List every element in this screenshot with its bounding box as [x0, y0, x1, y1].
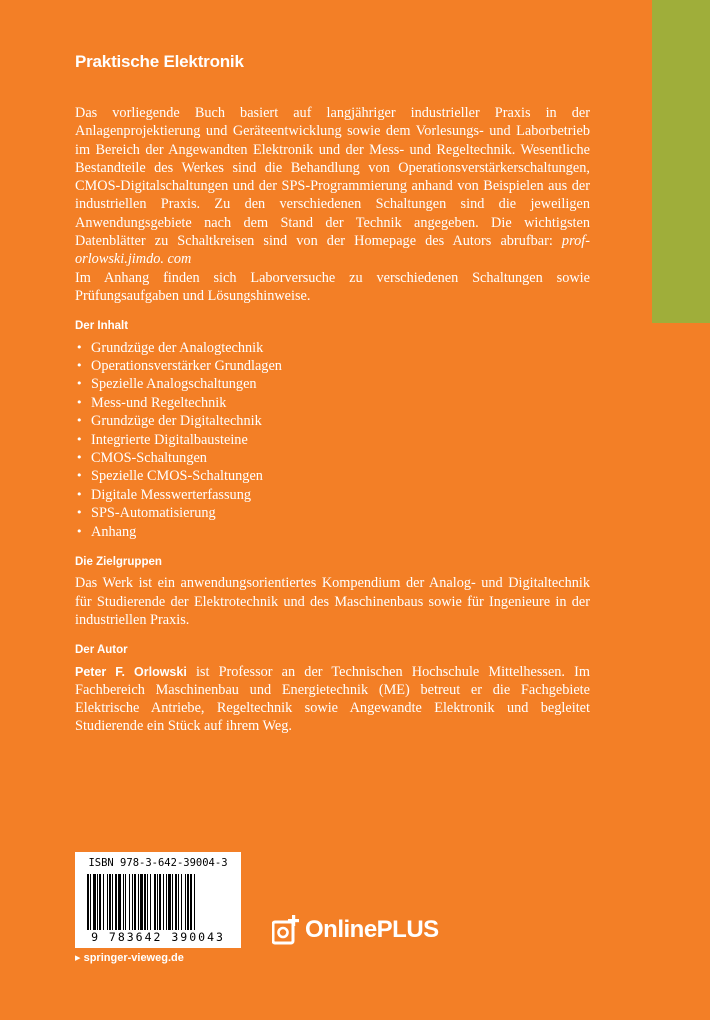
author-paragraph — [75, 663, 590, 736]
contents-list — [75, 339, 590, 541]
audience-heading: Die Zielgruppen — [75, 556, 162, 569]
appendix-paragraph: Im Anhang finden sich Laborversuche zu verschiedenen Schaltungen sowie Prüfungsaufgaben und Lösungshinweise. — [75, 269, 590, 304]
bullet-icon: • — [76, 469, 83, 483]
contents-item: • Anhang — [76, 523, 137, 540]
bullet-icon: • — [76, 506, 83, 520]
bullet-icon: • — [76, 414, 83, 428]
audience-paragraph: Das Werk ist ein anwendungsorientiertes Kompendium der Analog- und Digitaltechnik für Studierende der Elektrotechnik und des Maschinenbaus sowie für Ingenieure in der industriellen Praxis. — [75, 575, 590, 628]
bullet-icon: • — [76, 487, 83, 501]
intro-paragraph — [75, 104, 590, 269]
contents-item: • Grundzüge der Digitaltechnik — [76, 413, 262, 430]
contents-item: • CMOS-Schaltungen — [76, 450, 207, 466]
publisher-website-link[interactable] — [75, 951, 184, 964]
contents-item: • SPS-Automatisierung — [76, 505, 216, 522]
online-plus-label: OnlinePLUS — [305, 916, 439, 943]
author-name: Peter F. Orlowski — [75, 664, 187, 679]
bullet-icon: • — [76, 451, 83, 464]
author-bio: ist Professor an der Technischen Hochschule Mittelhessen. Im Fachbereich Maschinenbau und Energietechnik (ME) betreut er die Fachgebiete Elektrische Antriebe, Regeltechnik sowie Angewandte Elektronik und begleitet Studierende ein Stück auf ihrem Weg. — [75, 663, 591, 735]
online-plus-icon — [272, 915, 300, 945]
author-heading: Der Autor — [75, 644, 128, 657]
contents-item: • Spezielle CMOS-Schaltungen — [76, 468, 263, 485]
book-title: Praktische Elektronik — [75, 52, 244, 71]
bullet-icon: • — [76, 432, 83, 446]
bullet-icon: • — [76, 377, 83, 391]
contents-item: • Digitale Messwerterfassung — [76, 486, 252, 503]
arrow-right-icon: ▸ — [75, 952, 81, 964]
bullet-icon: • — [76, 524, 83, 538]
contents-heading: Der Inhalt — [75, 320, 129, 333]
online-plus-logo — [272, 915, 439, 945]
contents-item: • Integrierte Digitalbausteine — [76, 431, 248, 448]
contents-item: • Grundzüge der Analogtechnik — [76, 339, 264, 356]
contents-item: • Spezielle Analogschaltungen — [76, 376, 257, 393]
isbn-barcode — [75, 852, 241, 948]
accent-strip — [652, 0, 710, 323]
bullet-icon: • — [76, 358, 83, 372]
barcode-bars-icon — [87, 874, 235, 930]
back-cover-text — [75, 104, 590, 736]
author-homepage-url: prof-orlowski.jimdo. com — [75, 233, 590, 268]
bullet-icon: • — [76, 340, 83, 354]
contents-item: • Operationsverstärker Grundlagen — [76, 357, 282, 374]
contents-item: • Mess-und Regeltechnik — [76, 394, 227, 411]
intro-text: Das vorliegende Buch basiert auf langjähriger industrieller Praxis in der Anlagenprojektierung und Geräteentwicklung sowie dem Vorlesungs- und Laborbetrieb im Bereich der Angewandten Elektronik und der Mess- und Regeltechnik. Wesentliche Bestandteile des Werkes sind die Behandlung von Operationsverstärkerschaltungen, CMOS-Digitalschaltungen und der SPS-Programmierung anhand von Beispielen aus der industriellen Praxis. Zu den verschiedenen Schaltungen sind die jeweiligen Anwendungsgebiete nach dem Stand der Technik angegeben. Die wichtigsten Datenblätter zu Schaltkreisen sind von der Homepage des Autors abrufbar: — [75, 105, 590, 250]
bullet-icon: • — [76, 395, 83, 409]
ean-digits: 9 783642 390043 — [91, 930, 225, 944]
isbn-number: ISBN 978-3-642-39004-3 — [88, 857, 228, 869]
website-label: springer-vieweg.de — [83, 952, 184, 964]
